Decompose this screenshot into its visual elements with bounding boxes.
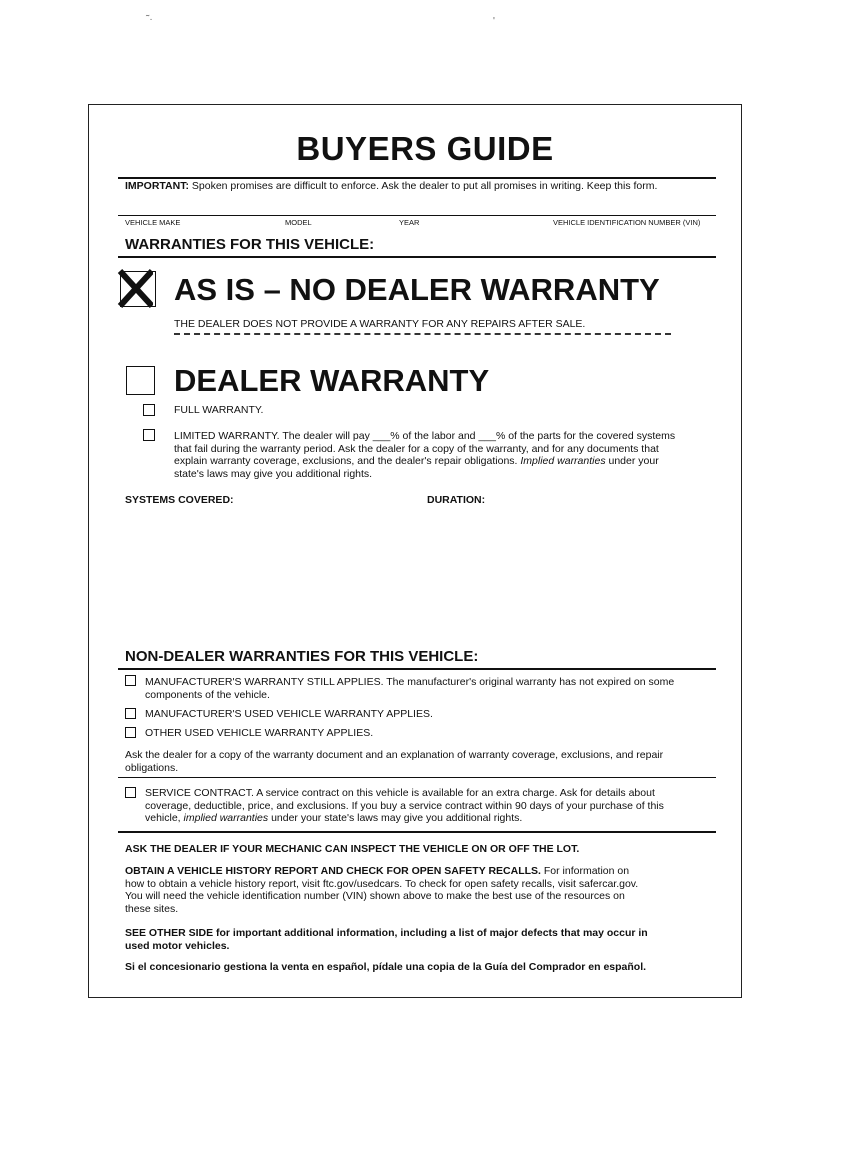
mechanic-inspection-text: ASK THE DEALER IF YOUR MECHANIC CAN INSPECT THE VEHICLE ON OR OFF THE LOT.	[125, 843, 580, 855]
service-line: SERVICE CONTRACT. A service contract on this vehicle is available for an extra charge. Ask for details about	[145, 787, 655, 799]
scan-speck: ˜·	[146, 14, 153, 25]
service-contract-text	[145, 787, 664, 825]
full-warranty-checkbox[interactable]	[143, 404, 155, 416]
as-is-text: THE DEALER DOES NOT PROVIDE A WARRANTY FOR ANY REPAIRS AFTER SALE.	[174, 318, 586, 330]
history-line: these sites.	[125, 902, 179, 915]
x-mark-icon	[117, 268, 153, 308]
other-side-line: SEE OTHER SIDE for important additional information, including a list of major defects that may occur in	[125, 927, 648, 939]
other-side-line: used motor vehicles.	[125, 939, 230, 952]
mfr-still-applies-checkbox[interactable]	[125, 675, 136, 686]
history-line: You will need the vehicle identification number (VIN) shown above to make the best use of the resources on	[125, 890, 625, 903]
implied-warranties-text: implied warranties	[183, 812, 269, 825]
title-rule	[118, 177, 716, 179]
full-warranty-label: FULL WARRANTY.	[174, 404, 264, 416]
other-used-label: OTHER USED VEHICLE WARRANTY APPLIES.	[145, 727, 374, 739]
vin-label: VEHICLE IDENTIFICATION NUMBER (VIN)	[553, 218, 701, 227]
ask-line: Ask the dealer for a copy of the warranty document and an explanation of warranty coverage, exclusions, and repair	[125, 749, 664, 761]
limited-line: state's laws may give you additional rights.	[174, 467, 373, 480]
dealer-warranty-checkbox[interactable]	[126, 366, 155, 395]
limited-warranty-text	[174, 430, 714, 480]
limited-line: that fail during the warranty period. Ask the dealer for a copy of the warranty, and for any documents that	[174, 442, 659, 455]
dealer-warranty-heading: DEALER WARRANTY	[174, 363, 490, 398]
non-dealer-heading: NON-DEALER WARRANTIES FOR THIS VEHICLE:	[125, 648, 479, 665]
important-line	[125, 180, 657, 193]
ask-line: obligations.	[125, 761, 179, 774]
non-dealer-rule	[118, 668, 716, 670]
page-title: BUYERS GUIDE	[296, 130, 554, 167]
year-label: YEAR	[399, 218, 420, 227]
limited-line-part: explain warranty coverage, exclusions, and the dealer's repair obligations.	[174, 455, 518, 468]
systems-covered-label: SYSTEMS COVERED:	[125, 494, 234, 506]
limited-warranty-checkbox[interactable]	[143, 429, 155, 441]
history-line: how to obtain a vehicle history report, visit ftc.gov/usedcars. To check for open safety recalls, visit safercar.gov.	[125, 877, 639, 890]
service-line-part: under your state's laws may give you additional rights.	[271, 812, 523, 825]
history-line	[125, 865, 715, 878]
as-is-dashed-line	[174, 333, 671, 335]
mfr-used-checkbox[interactable]	[125, 708, 136, 719]
mfr-still-applies-text	[145, 676, 674, 701]
vehicle-make-label: VEHICLE MAKE	[125, 218, 181, 227]
bottom-section-rule	[118, 831, 716, 833]
mfr-still-line: MANUFACTURER'S WARRANTY STILL APPLIES. The manufacturer's original warranty has not expired on some	[145, 676, 675, 688]
limited-line-part: under your	[608, 455, 659, 468]
as-is-heading: AS IS – NO DEALER WARRANTY	[174, 272, 660, 307]
service-line: coverage, deductible, price, and exclusions. If you buy a service contract within 90 days of your purchase of this	[145, 799, 664, 812]
service-contract-checkbox[interactable]	[125, 787, 136, 798]
model-label: MODEL	[285, 218, 312, 227]
vehicle-fields-rule	[118, 215, 716, 216]
scan-speck: '	[493, 16, 495, 27]
as-is-checkbox[interactable]	[120, 271, 156, 307]
service-rule	[118, 777, 716, 778]
history-bold: OBTAIN A VEHICLE HISTORY REPORT AND CHECK FOR OPEN SAFETY RECALLS.	[125, 865, 541, 877]
service-line	[145, 812, 664, 825]
limited-line: LIMITED WARRANTY. The dealer will pay ___% of the labor and ___% of the parts for the covered systems	[174, 430, 676, 442]
important-label: IMPORTANT:	[125, 180, 189, 192]
warranties-heading: WARRANTIES FOR THIS VEHICLE:	[125, 236, 375, 253]
mfr-still-line: components of the vehicle.	[145, 688, 270, 701]
history-line-part: For information on	[543, 865, 630, 877]
important-text: Spoken promises are difficult to enforce. Ask the dealer to put all promises in writing. Keep this form.	[191, 180, 658, 192]
limited-line	[174, 455, 714, 468]
mfr-used-label: MANUFACTURER'S USED VEHICLE WARRANTY APPLIES.	[145, 708, 433, 720]
history-report-text	[125, 865, 715, 915]
implied-warranties-text: Implied warranties	[520, 455, 606, 468]
duration-label: DURATION:	[427, 494, 486, 506]
see-other-side-text	[125, 927, 648, 952]
other-used-checkbox[interactable]	[125, 727, 136, 738]
service-line-part: vehicle,	[145, 812, 181, 825]
spanish-note: Si el concesionario gestiona la venta en español, pídale una copia de la Guía del Comprador en español.	[125, 961, 647, 973]
warranties-rule	[118, 256, 716, 258]
ask-dealer-copy-text	[125, 749, 663, 774]
